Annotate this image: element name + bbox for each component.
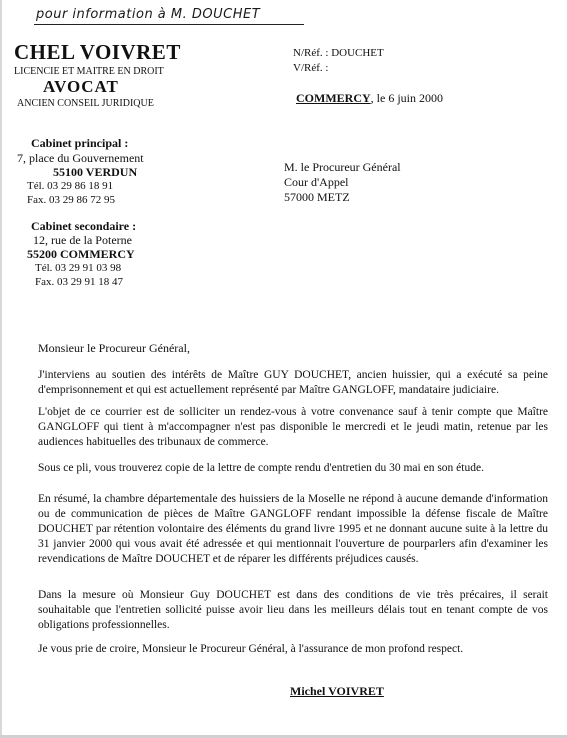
paragraph-1: J'interviens au soutien des intérêts de Maître GUY DOUCHET, ancien huissier, qui a exécuté sa peine d'emprisonnement et qui est actuellement représenté par Maître GANGLOFF, mandataire judiciaire. [38, 369, 548, 396]
paragraph-5: Dans la mesure où Monsieur Guy DOUCHET est dans des conditions de vie très précaires, il serait souhaitable que l'entretien sollicité puisse avoir lieu dans les meilleurs délais tout en tenant compte de vos obligations professionnelles. [38, 589, 548, 631]
closing-paragraph: Je vous prie de croire, Monsieur le Procureur Général, à l'assurance de mon profond respect. [38, 643, 464, 655]
secondary-office-tel: Tél. 03 29 91 03 98 [35, 262, 122, 274]
lawyer-title: AVOCAT [43, 77, 119, 96]
paragraph-2: L'objet de ce courrier est de solliciter un rendez-vous à votre convenance sauf à tenir compte que Maître GANGLOFF qui tient à m'accompagner n'est pas disponible le mercredi et le jeudi matin, retenue par les audiences habituelles des tribunaux de commerce. [38, 406, 548, 448]
main-office-city: 55100 VERDUN [53, 165, 138, 179]
recipient-court: Cour d'Appel [284, 175, 349, 189]
recipient-city: 57000 METZ [284, 190, 350, 204]
recipient-name: M. le Procureur Général [284, 160, 401, 174]
paragraph-3: Sous ce pli, vous trouverez copie de la lettre de compte rendu d'entretien du 30 mai en son étude. [38, 462, 484, 474]
our-reference: N/Réf. : DOUCHET [293, 47, 384, 59]
lawyer-name: CHEL VOIVRET [14, 40, 181, 64]
place-city: COMMERCY [296, 91, 371, 105]
letter-date: , le 6 juin 2000 [370, 91, 443, 105]
lawyer-former-role: ANCIEN CONSEIL JURIDIQUE [17, 98, 154, 109]
annotation-underline [34, 24, 304, 25]
secondary-office-fax: Fax. 03 29 91 18 47 [35, 276, 123, 288]
secondary-office-heading: Cabinet secondaire : [31, 219, 137, 233]
place-date [296, 91, 443, 106]
salutation: Monsieur le Procureur Général, [38, 341, 190, 355]
your-reference: V/Réf. : [293, 62, 329, 74]
handwritten-annotation: pour information à M. DOUCHET [36, 7, 261, 22]
paragraph-4: En résumé, la chambre départementale des huissiers de la Moselle ne répond à aucune demande d'information ou de communication de pièces de Maître GANGLOFF rendant impossible la défense fiscale de Maître DOUCHET par rétention volontaire des éléments du grand livre 1995 et ne donnant aucune suite à la lettre du 31 janvier 2000 qui vous avait été adressée et qui mentionnait l'ouverture de pourparlers afin d'examiner les revendications de Maître DOUCHET et de réparer les différents préjudices causés. [38, 493, 548, 565]
scan-left-edge [0, 0, 2, 738]
secondary-office-city: 55200 COMMERCY [27, 247, 135, 261]
main-office-street: 7, place du Gouvernement [17, 151, 144, 165]
secondary-office-street: 12, rue de la Poterne [33, 233, 132, 247]
signature-name: Michel VOIVRET [290, 684, 384, 698]
main-office-heading: Cabinet principal : [31, 136, 129, 150]
lawyer-credentials: LICENCIE ET MAITRE EN DROIT [14, 66, 164, 77]
main-office-fax: Fax. 03 29 86 72 95 [27, 194, 115, 206]
main-office-tel: Tél. 03 29 86 18 91 [27, 180, 114, 192]
